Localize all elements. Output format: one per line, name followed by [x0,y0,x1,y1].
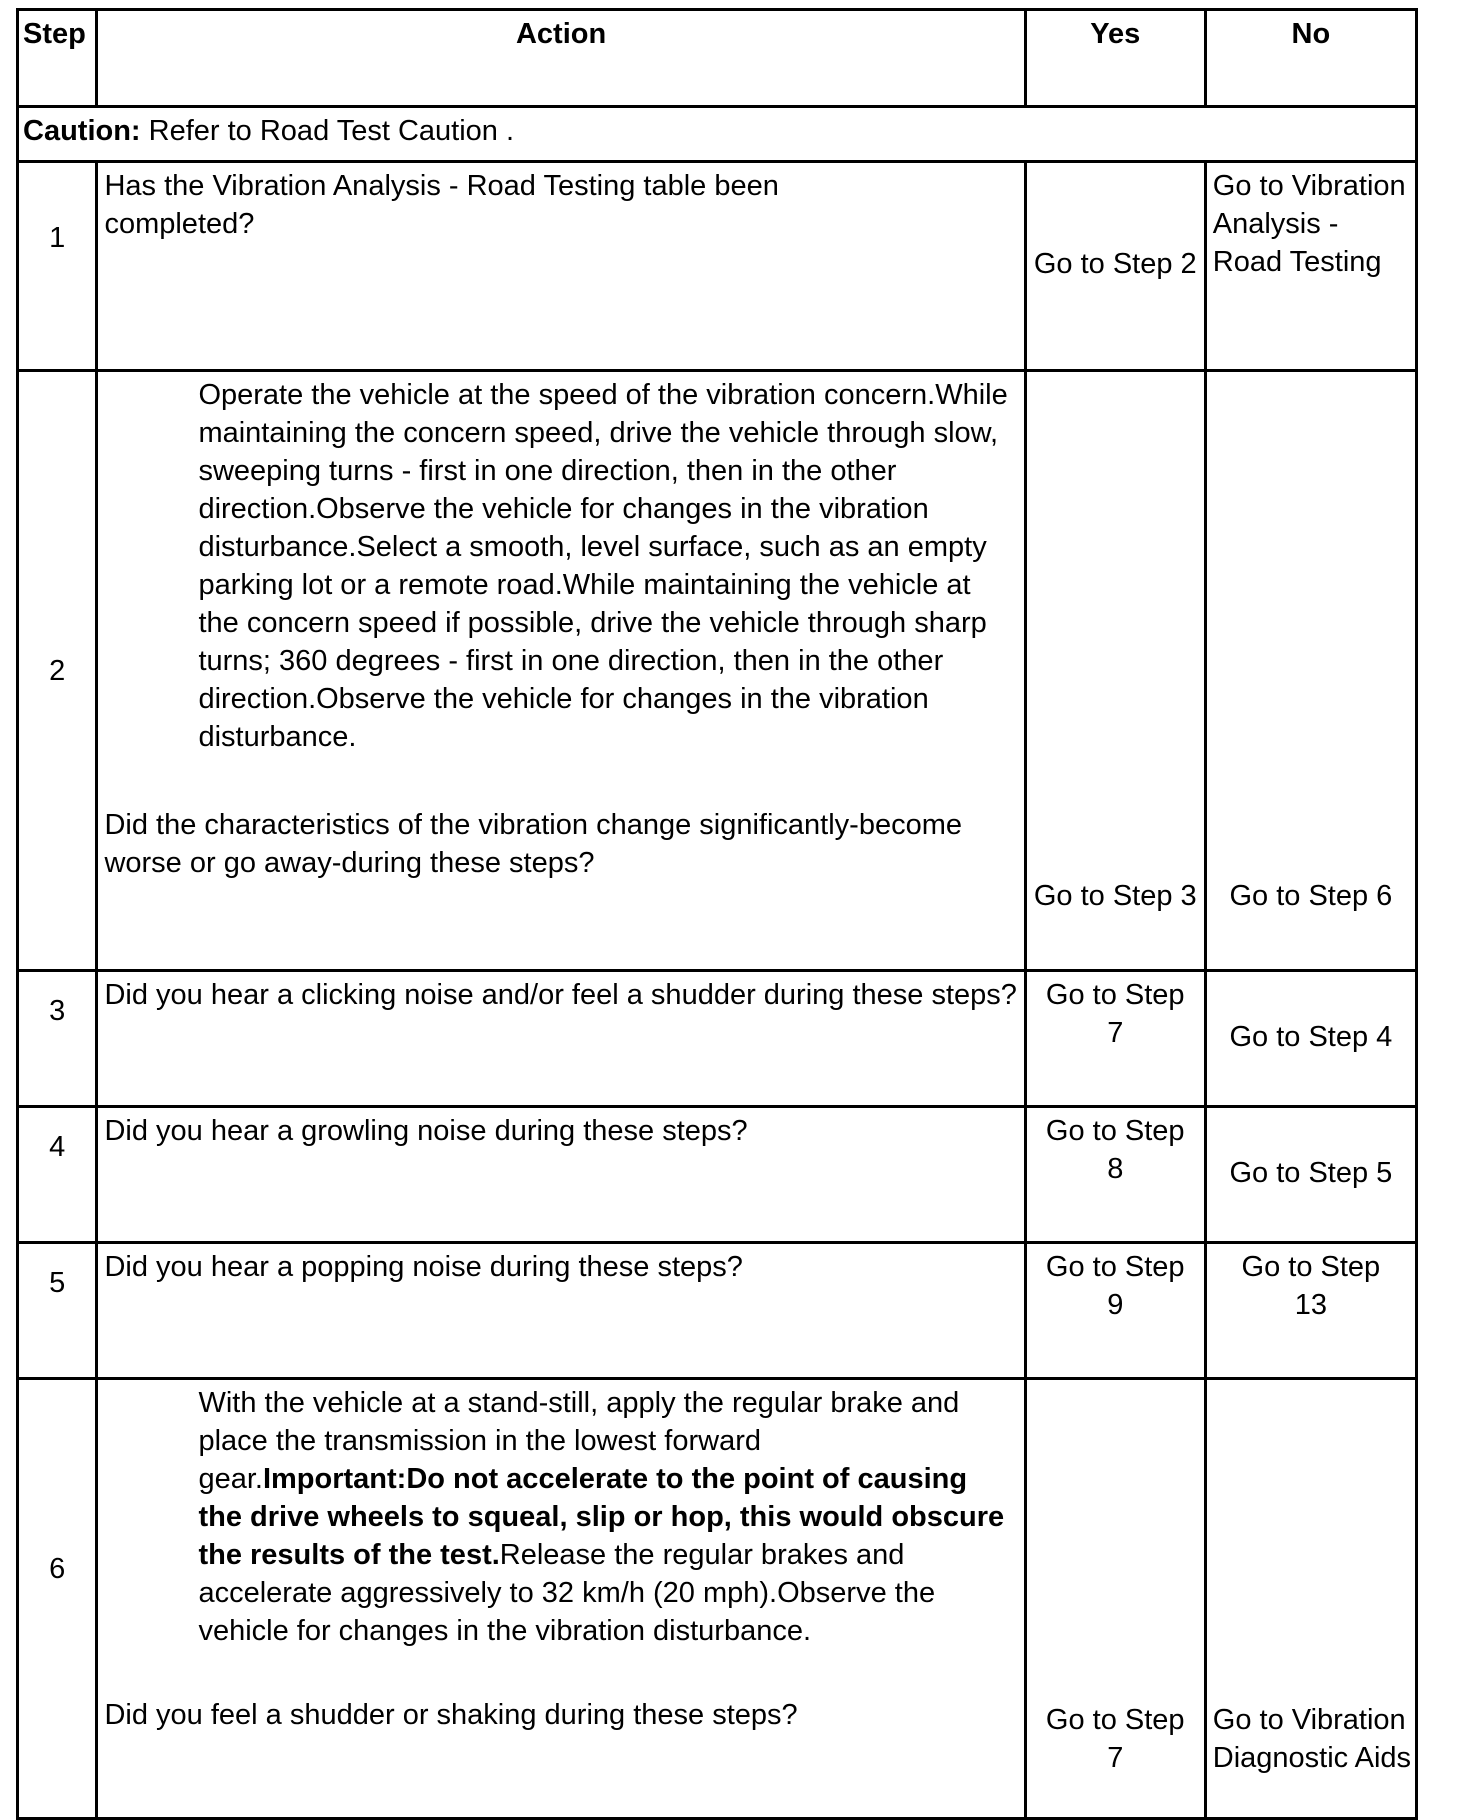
question-text: Did you hear a popping noise during these steps? [104,1251,743,1283]
no-cell: Go to Vibration Analysis - Road Testing [1205,162,1416,371]
yes-cell: Go to Step 7 [1025,971,1205,1107]
procedure-text: Operate the vehicle at the speed of the vibration concern.While maintaining the concern speed, drive the vehicle through slow, sweeping turns - first in one direction, then in the other direction.Observe the vehicle for changes in the vibration disturbance.Select a smooth, level surface, such as an empty parking lot or a remote road.While maintaining the vehicle at the concern speed if possible, drive the vehicle through sharp turns; 360 degrees - first in one direction, then in the other direction.Observe the vehicle for changes in the vibration disturbance. [198,379,1008,753]
caution-label: Caution: [23,115,141,147]
step-number: 1 [18,162,97,371]
yes-cell: Go to Step 3 [1025,371,1205,971]
diagnostic-table [16,8,1418,1820]
yes-cell: Go to Step 9 [1025,1243,1205,1379]
table-row [18,1243,1417,1379]
action-cell [97,1243,1025,1379]
spacer [104,1650,1017,1696]
no-cell: Go to Vibration Diagnostic Aids [1205,1379,1416,1819]
spacer [104,756,1017,806]
action-cell [97,371,1025,971]
step-number: 3 [18,971,97,1107]
action-cell [97,1107,1025,1243]
step-number: 4 [18,1107,97,1243]
header-action: Action [97,10,1025,107]
step-number: 6 [18,1379,97,1819]
caution-row [18,107,1417,162]
table-row [18,371,1417,971]
no-cell: Go to Step 13 [1205,1243,1416,1379]
question-text: Did you hear a growling noise during these steps? [104,1115,748,1147]
question-text: Did the characteristics of the vibration change significantly-become worse or go away-during these steps? [104,809,962,879]
question-text: Did you hear a clicking noise and/or feel a shudder during these steps? [104,979,1017,1011]
important-note: Important:Do not accelerate to the point of causing the drive wheels to squeal, slip or hop, this would obscure the results of the test. [198,1463,1005,1571]
table-row [18,971,1417,1107]
action-cell [97,971,1025,1107]
table-row [18,1379,1417,1819]
procedure-start: With the vehicle at a stand-still, apply the regular brake and place the transmission in the lowest forward gear. [198,1387,960,1495]
question-text: Did you feel a shudder or shaking during these steps? [104,1699,798,1731]
step-number: 5 [18,1243,97,1379]
no-cell: Go to Step 4 [1205,971,1416,1107]
header-row [18,10,1417,107]
action-cell [97,1379,1025,1819]
table-row [18,162,1417,371]
yes-cell: Go to Step 7 [1025,1379,1205,1819]
step-number: 2 [18,371,97,971]
caution-text: Refer to Road Test Caution . [140,115,515,147]
no-cell: Go to Step 6 [1205,371,1416,971]
header-yes: Yes [1025,10,1205,107]
table-row [18,1107,1417,1243]
procedure-text [104,1384,1017,1650]
action-cell [97,162,1025,371]
header-step: Step [18,10,97,107]
question-text: Has the Vibration Analysis - Road Testing table been completed? [104,170,779,240]
spacer [104,882,1017,932]
caution-cell [18,107,1417,162]
procedure-end: Release the regular brakes and accelerate aggressively to 32 km/h (20 mph).Observe the vehicle for changes in the vibration disturbance. [198,1539,936,1647]
yes-cell: Go to Step 2 [1025,162,1205,371]
yes-cell: Go to Step 8 [1025,1107,1205,1243]
header-no: No [1205,10,1416,107]
no-cell: Go to Step 5 [1205,1107,1416,1243]
